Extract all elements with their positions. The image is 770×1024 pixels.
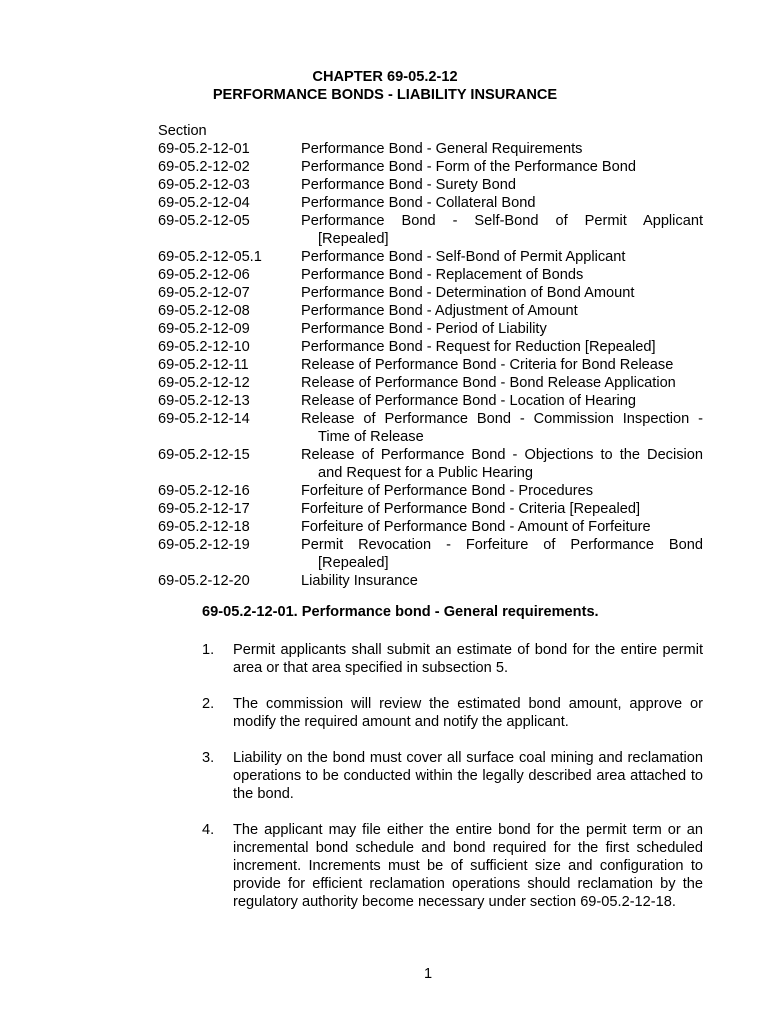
toc-entry-number: 69-05.2-12-11 bbox=[158, 357, 249, 373]
toc-entry-number: 69-05.2-12-03 bbox=[158, 177, 250, 193]
list-item-text: Permit applicants shall submit an estimate of bond for the entire permit area or that area specified in subsection 5. bbox=[233, 642, 703, 676]
toc-entry-title bbox=[301, 140, 703, 158]
toc-entry-title-text: Performance Bond - Surety Bond bbox=[301, 177, 516, 193]
toc-entry-title-text: Performance Bond - Collateral Bond bbox=[301, 195, 536, 211]
toc-entry-title-text: Release of Performance Bond - Commission Inspection - bbox=[301, 411, 703, 427]
section-heading: 69-05.2-12-01. Performance bond - General requirements. bbox=[202, 604, 599, 620]
chapter-heading bbox=[0, 68, 770, 104]
toc-entry-number: 69-05.2-12-02 bbox=[158, 159, 250, 175]
toc-entry-title bbox=[301, 518, 703, 536]
toc-entry bbox=[158, 212, 703, 248]
toc-entry-number: 69-05.2-12-07 bbox=[158, 285, 250, 301]
toc-entry-title bbox=[301, 284, 703, 302]
toc-entry-title-text: Performance Bond - Request for Reduction [Repealed] bbox=[301, 339, 656, 355]
list-item-text: The applicant may file either the entire bond for the permit term or an incremental bond schedule and bond required for the first scheduled increment. Increments must be of sufficient size and configuration to provide for efficient reclamation operations should reclamation by the regulatory authority become necessary under section 69-05.2-12-18. bbox=[233, 822, 703, 910]
toc-entry bbox=[158, 176, 703, 194]
toc-entry bbox=[158, 302, 703, 320]
toc-entry-title bbox=[301, 374, 703, 392]
toc-entry bbox=[158, 194, 703, 212]
toc-entry-number: 69-05.2-12-17 bbox=[158, 501, 250, 517]
toc-entry-number: 69-05.2-12-10 bbox=[158, 339, 250, 355]
toc-entry-title-continuation: and Request for a Public Hearing bbox=[318, 465, 533, 481]
toc-entry-number: 69-05.2-12-06 bbox=[158, 267, 250, 283]
toc-entry-title bbox=[301, 194, 703, 212]
toc-entry-title bbox=[301, 176, 703, 194]
toc-entry bbox=[158, 392, 703, 410]
toc-entry bbox=[158, 158, 703, 176]
list-item bbox=[202, 821, 703, 911]
toc-entry bbox=[158, 410, 703, 446]
toc-entry-number: 69-05.2-12-12 bbox=[158, 375, 250, 391]
toc-entry bbox=[158, 284, 703, 302]
toc-entry bbox=[158, 500, 703, 518]
toc-entry-title-text: Performance Bond - Determination of Bond Amount bbox=[301, 285, 635, 301]
toc-entry-title-continuation: [Repealed] bbox=[318, 555, 389, 571]
toc-entry bbox=[158, 266, 703, 284]
toc-entry-number: 69-05.2-12-01 bbox=[158, 141, 250, 157]
toc-entry bbox=[158, 572, 703, 590]
toc-entry-title bbox=[301, 392, 703, 410]
toc-entry-title bbox=[301, 338, 703, 356]
toc-entry-title bbox=[301, 410, 703, 446]
toc-entry-number: 69-05.2-12-16 bbox=[158, 483, 250, 499]
toc-entry-title-text: Performance Bond - General Requirements bbox=[301, 141, 583, 157]
chapter-title: PERFORMANCE BONDS - LIABILITY INSURANCE bbox=[212, 87, 558, 103]
list-item-text: Liability on the bond must cover all surface coal mining and reclamation operations to be conducted within the legally described area attached to the bond. bbox=[233, 750, 703, 802]
list-item bbox=[202, 641, 703, 677]
toc-entry bbox=[158, 482, 703, 500]
toc-entry-number: 69-05.2-12-20 bbox=[158, 573, 250, 589]
toc-entry-title-text: Release of Performance Bond - Location of Hearing bbox=[301, 393, 637, 409]
toc-entry-title bbox=[301, 302, 703, 320]
toc-entry-number: 69-05.2-12-04 bbox=[158, 195, 250, 211]
toc-entry-title bbox=[301, 572, 703, 590]
toc-entry-title-text: Performance Bond - Period of Liability bbox=[301, 321, 547, 337]
toc-entry-title-text: Performance Bond - Replacement of Bonds bbox=[301, 267, 584, 283]
list-item bbox=[202, 695, 703, 731]
toc-entry bbox=[158, 356, 703, 374]
toc-entry-title-text: Forfeiture of Performance Bond - Criteria [Repealed] bbox=[301, 501, 641, 517]
toc-label: Section bbox=[158, 123, 207, 139]
toc-entry-number: 69-05.2-12-13 bbox=[158, 393, 250, 409]
toc-entry-title-text: Release of Performance Bond - Bond Release Application bbox=[301, 375, 676, 391]
toc-entry bbox=[158, 248, 703, 266]
toc-entry-title-text: Performance Bond - Form of the Performance Bond bbox=[301, 159, 637, 175]
list-item bbox=[202, 749, 703, 803]
toc-entry-title bbox=[301, 356, 703, 374]
toc-entry-number: 69-05.2-12-09 bbox=[158, 321, 250, 337]
toc-entry-title-text: Performance Bond - Self-Bond of Permit Applicant bbox=[301, 249, 626, 265]
toc-entry-number: 69-05.2-12-05 bbox=[158, 213, 250, 229]
toc-entry bbox=[158, 338, 703, 356]
list-item-number: 4. bbox=[202, 822, 215, 838]
toc-entry-title bbox=[301, 158, 703, 176]
toc-entry-number: 69-05.2-12-05.1 bbox=[158, 249, 262, 265]
toc-entry-title bbox=[301, 212, 703, 248]
toc-entry-title-text: Performance Bond - Self-Bond of Permit Applicant bbox=[301, 213, 703, 229]
toc-entry-title-text: Liability Insurance bbox=[301, 573, 418, 589]
toc-entry-title-text: Release of Performance Bond - Criteria for Bond Release bbox=[301, 357, 674, 373]
toc-entry bbox=[158, 446, 703, 482]
toc-entry-title bbox=[301, 446, 703, 482]
list-item-number: 1. bbox=[202, 642, 215, 658]
toc-entry-title-continuation: Time of Release bbox=[318, 429, 424, 445]
toc-entry-title bbox=[301, 248, 703, 266]
toc-entry-number: 69-05.2-12-19 bbox=[158, 537, 250, 553]
toc-entry-title bbox=[301, 482, 703, 500]
list-item-text: The commission will review the estimated bond amount, approve or modify the required amount and notify the applicant. bbox=[233, 696, 703, 730]
toc-entry-title bbox=[301, 320, 703, 338]
toc-entry-number: 69-05.2-12-14 bbox=[158, 411, 250, 427]
toc-entry bbox=[158, 374, 703, 392]
toc-entry bbox=[158, 320, 703, 338]
page-number: 1 bbox=[423, 966, 433, 982]
toc-entry-title-text: Forfeiture of Performance Bond - Amount of Forfeiture bbox=[301, 519, 651, 535]
toc-entry bbox=[158, 536, 703, 572]
list-item-number: 2. bbox=[202, 696, 215, 712]
toc-entry-title-continuation: [Repealed] bbox=[318, 231, 389, 247]
section-items bbox=[202, 641, 703, 929]
toc-entry-number: 69-05.2-12-15 bbox=[158, 447, 250, 463]
table-of-contents bbox=[158, 122, 703, 590]
toc-entry-title-text: Release of Performance Bond - Objections to the Decision bbox=[301, 447, 703, 463]
toc-entry-number: 69-05.2-12-08 bbox=[158, 303, 250, 319]
toc-entry-title-text: Permit Revocation - Forfeiture of Performance Bond bbox=[301, 537, 703, 553]
toc-entry bbox=[158, 140, 703, 158]
toc-entry bbox=[158, 518, 703, 536]
toc-list bbox=[158, 140, 703, 590]
toc-entry-title bbox=[301, 500, 703, 518]
toc-entry-number: 69-05.2-12-18 bbox=[158, 519, 250, 535]
chapter-number: CHAPTER 69-05.2-12 bbox=[312, 69, 458, 85]
toc-entry-title-text: Performance Bond - Adjustment of Amount bbox=[301, 303, 578, 319]
list-item-number: 3. bbox=[202, 750, 215, 766]
toc-entry-title-text: Forfeiture of Performance Bond - Procedures bbox=[301, 483, 594, 499]
toc-entry-title bbox=[301, 266, 703, 284]
toc-entry-title bbox=[301, 536, 703, 572]
